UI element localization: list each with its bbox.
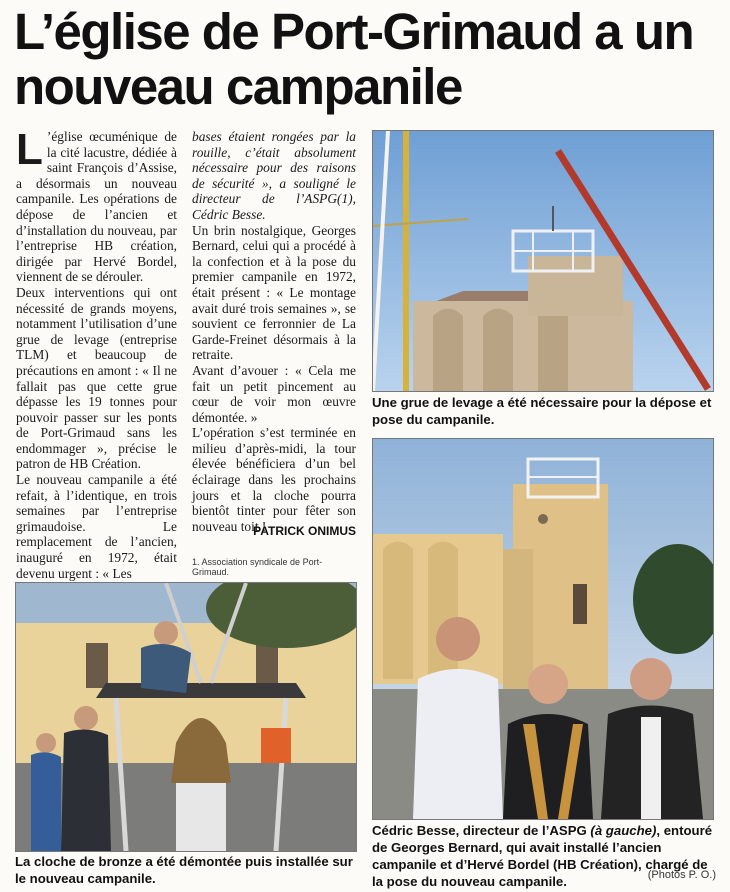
article-paragraph: Un brin nostalgique, Georges Bernard, celui qui a procédé à la confection et à la pose du premier campanile en 1972, était présent : « Le montage avait duré trois semaines », se souvient ce ferronnier de La Garde-Freinet désormais à la retraite. bbox=[192, 222, 356, 363]
article-paragraph: ’église œcuménique de la cité lacustre, dédiée à saint François d’Assise, a désormais un nouveau campanile. Les opérations de dépose de l’ancien et d’installation du nouveau, par l’entreprise HB création, dirigée par Hervé Bordel, viennent de se dérouler. bbox=[16, 129, 177, 285]
bell-photo-caption: La cloche de bronze a été démontée puis installée sur le nouveau campanile. bbox=[15, 854, 353, 886]
author-signature: PATRICK ONIMUS bbox=[253, 524, 356, 538]
people-church-photo bbox=[372, 438, 714, 820]
article-paragraph: Avant d’avouer : « Cela me fait un petit pincement au cœur de voir mon œuvre démontée. » bbox=[192, 362, 356, 425]
article-column-1 bbox=[16, 125, 177, 581]
drop-cap: L bbox=[16, 125, 43, 174]
article-column-2 bbox=[192, 129, 356, 534]
caption-italic: (à gauche) bbox=[590, 823, 657, 838]
article-paragraph: Le nouveau campanile a été refait, à l’identique, en trois semaines par l’entreprise grimaudoise. Le remplacement de l’ancien, inauguré en 1972, était devenu urgent : « Les bbox=[16, 472, 177, 581]
caption-text: Cédric Besse, directeur de l’ASPG bbox=[372, 823, 591, 838]
footnote: 1. Association syndicale de Port-Grimaud. bbox=[192, 557, 323, 577]
headline: L’église de Port-Grimaud a un nouveau campanile bbox=[14, 3, 694, 115]
article-paragraph: Deux interventions qui ont nécessité de grands moyens, notamment l’utilisation d’une grue de levage (entreprise TLM) et beaucoup de précautions en amont : « Il ne fallait pas que cette grue dépasse les 19 tonnes pour pouvoir passer sur les ponts de Port-Grimaud sans les endommager », précise le patron de HB Création. bbox=[16, 284, 177, 472]
crane-photo-caption: Une grue de levage a été nécessaire pour la dépose et pose du campanile. bbox=[372, 395, 712, 427]
crane-church-photo bbox=[372, 130, 714, 392]
photo-credit: (Photos P. O.) bbox=[647, 869, 716, 881]
article-paragraph: bases étaient rongées par la rouille, c’était absolument nécessaire pour des raisons de sécurité », a souligné le directeur de l’ASPG(1), Cédric Besse. bbox=[192, 129, 356, 222]
article-paragraph: L’opération s’est terminée en milieu d’après-midi, la tour élevée bénéficiera d’un bel éclairage dans les prochains jours et la cloche pourra bientôt tinter pour fêter son nouveau toit ! bbox=[192, 425, 356, 534]
caption-text: , entouré de Georges Bernard, qui avait installé l’ancien campanile et d’Hervé Bordel (HB Création), chargé de la pose du nouveau campanile. bbox=[372, 823, 713, 889]
bell-photo bbox=[15, 582, 357, 852]
